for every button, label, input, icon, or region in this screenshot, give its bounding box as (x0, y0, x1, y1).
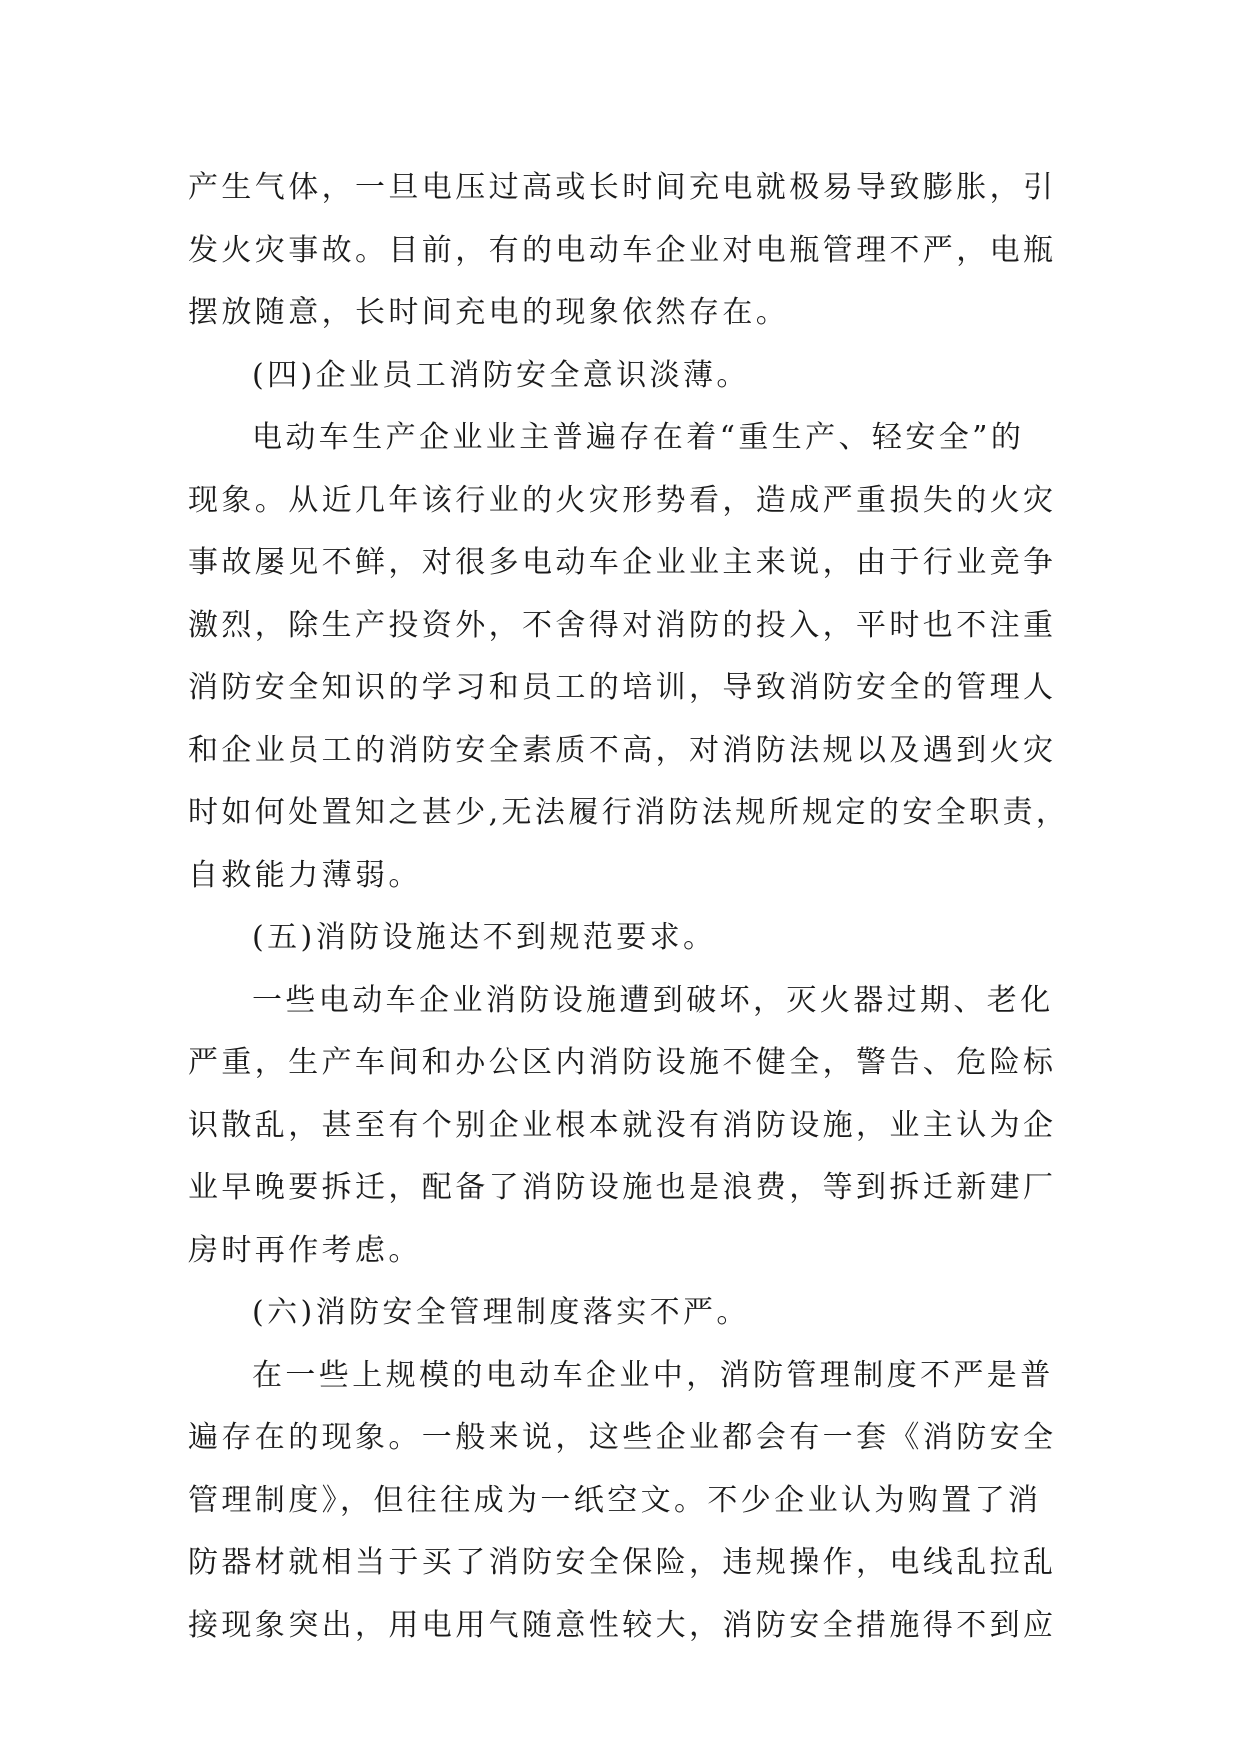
section-heading: (四)企业员工消防安全意识淡薄。 (252, 357, 750, 393)
text-line: 和企业员工的消防安全素质不高，对消防法规以及遇到火灾 (188, 732, 1057, 768)
text-line: 在一些上规模的电动车企业中，消防管理制度不严是普 (252, 1357, 1054, 1393)
text-line: 发火灾事故。目前，有的电动车企业对电瓶管理不严，电瓶 (188, 232, 1057, 268)
text-line: 接现象突出，用电用气随意性较大，消防安全措施得不到应 (188, 1607, 1057, 1643)
text-line: 事故屡见不鲜，对很多电动车企业业主来说，由于行业竞争 (188, 545, 1057, 580)
text-line: 一些电动车企业消防设施遭到破坏，灭火器过期、老化 (252, 982, 1054, 1018)
text-line: 识散乱，甚至有个别企业根本就没有消防设施，业主认为企 (188, 1107, 1057, 1143)
text-line: 严重，生产车间和办公区内消防设施不健全，警告、危险标 (188, 1045, 1057, 1080)
text-line: 防器材就相当于买了消防安全保险，违规操作，电线乱拉乱 (188, 1545, 1057, 1580)
text-line: 现象。从近几年该行业的火灾形势看，造成严重损失的火灾 (188, 482, 1057, 518)
text-line: 电动车生产企业业主普遍存在着“重生产、轻安全”的 (252, 420, 1025, 455)
text-line: 产生气体，一旦电压过高或长时间充电就极易导致膨胀，引 (188, 170, 1057, 205)
text-line: 自救能力薄弱。 (188, 857, 422, 893)
text-line: 时如何处置知之甚少,无法履行消防法规所规定的安全职责， (188, 795, 1070, 830)
section-heading: (五)消防设施达不到规范要求。 (252, 920, 717, 955)
text-line: 房时再作考虑。 (188, 1232, 422, 1268)
text-line: 消防安全知识的学习和员工的培训，导致消防安全的管理人 (188, 670, 1057, 705)
text-line: 摆放随意，长时间充电的现象依然存在。 (188, 295, 790, 330)
text-line: 遍存在的现象。一般来说，这些企业都会有一套《消防安全 (188, 1420, 1057, 1455)
text-line: 激烈，除生产投资外，不舍得对消防的投入，平时也不注重 (188, 607, 1057, 643)
text-line: 管理制度》，但往往成为一纸空文。不少企业认为购置了消 (188, 1482, 1042, 1518)
text-line: 业早晚要拆迁，配备了消防设施也是浪费，等到拆迁新建厂 (188, 1170, 1057, 1205)
section-heading: (六)消防安全管理制度落实不严。 (252, 1295, 750, 1330)
body-text (188, 157, 1070, 1657)
